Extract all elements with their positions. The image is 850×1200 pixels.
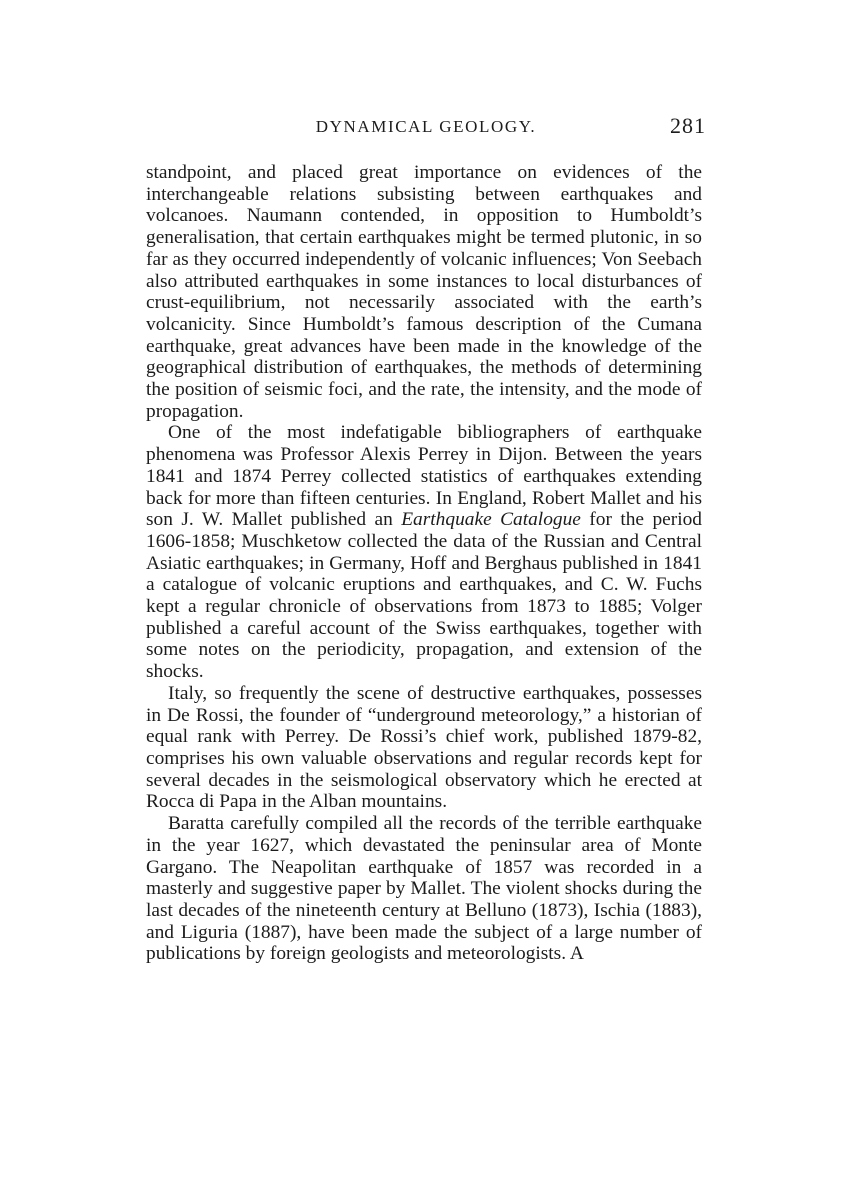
paragraph-2-part-1: One of the most indefatigable bibliographers of earthquake phenomena was Professor Alexis Perrey in Dijon. Between the years 1841 and 1874 Perrey collected statistics of earthquakes extending back for more than fifteen centuries. In England, Robert Mallet and his son J. W. Mallet published an bbox=[146, 422, 702, 531]
running-head bbox=[146, 113, 706, 143]
running-title: DYNAMICAL GEOLOGY. bbox=[315, 117, 537, 136]
paragraph-3: Italy, so frequently the scene of destructive earthquakes, possesses in De Rossi, the founder of “underground meteorology,” a historian of equal rank with Perrey. De Rossi’s chief work, published 1879-82, comprises his own valuable observations and regular records kept for several decades in the seismological observatory which he erected at Rocca di Papa in the Alban mountains. bbox=[146, 682, 702, 813]
catalogue-title: Earthquake Catalogue bbox=[401, 509, 581, 531]
paragraph-2-part-2: for the period 1606-1858; Muschketow collected the data of the Russian and Central Asiatic earthquakes; in Germany, Hoff and Berghaus published in 1841 a catalogue of volcanic eruptions and earthquakes, and C. W. Fuchs kept a regular chronicle of observations from 1873 to 1885; Volger published a careful account of the Swiss earthquakes, together with some notes on the periodicity, propagation, and extension of the shocks. bbox=[146, 509, 702, 683]
paragraph-1: standpoint, and placed great importance on evidences of the interchangeable relations subsisting between earthquakes and volcanoes. Naumann contended, in opposition to Humboldt’s generalisation, that certain earthquakes might be termed plutonic, in so far as they occurred independently of volcanic influences; Von Seebach also attributed earthquakes in some instances to local disturbances of crust-equilibrium, not necessarily associated with the earth’s volcanicity. Since Humboldt’s famous description of the Cumana earthquake, great advances have been made in the knowledge of the geographical distribution of earthquakes, the methods of determining the position of seismic foci, and the rate, the intensity, and the mode of propagation. bbox=[146, 162, 702, 422]
paragraph-2 bbox=[146, 422, 702, 682]
body-text bbox=[146, 162, 702, 965]
page-number: 281 bbox=[670, 113, 706, 138]
paragraph-4: Baratta carefully compiled all the records of the terrible earthquake in the year 1627, which devastated the peninsular area of Monte Gargano. The Neapolitan earthquake of 1857 was recorded in a masterly and suggestive paper by Mallet. The violent shocks during the last decades of the nineteenth century at Belluno (1873), Ischia (1883), and Liguria (1887), have been made the subject of a large number of publications by foreign geologists and meteorologists. A bbox=[146, 813, 702, 965]
